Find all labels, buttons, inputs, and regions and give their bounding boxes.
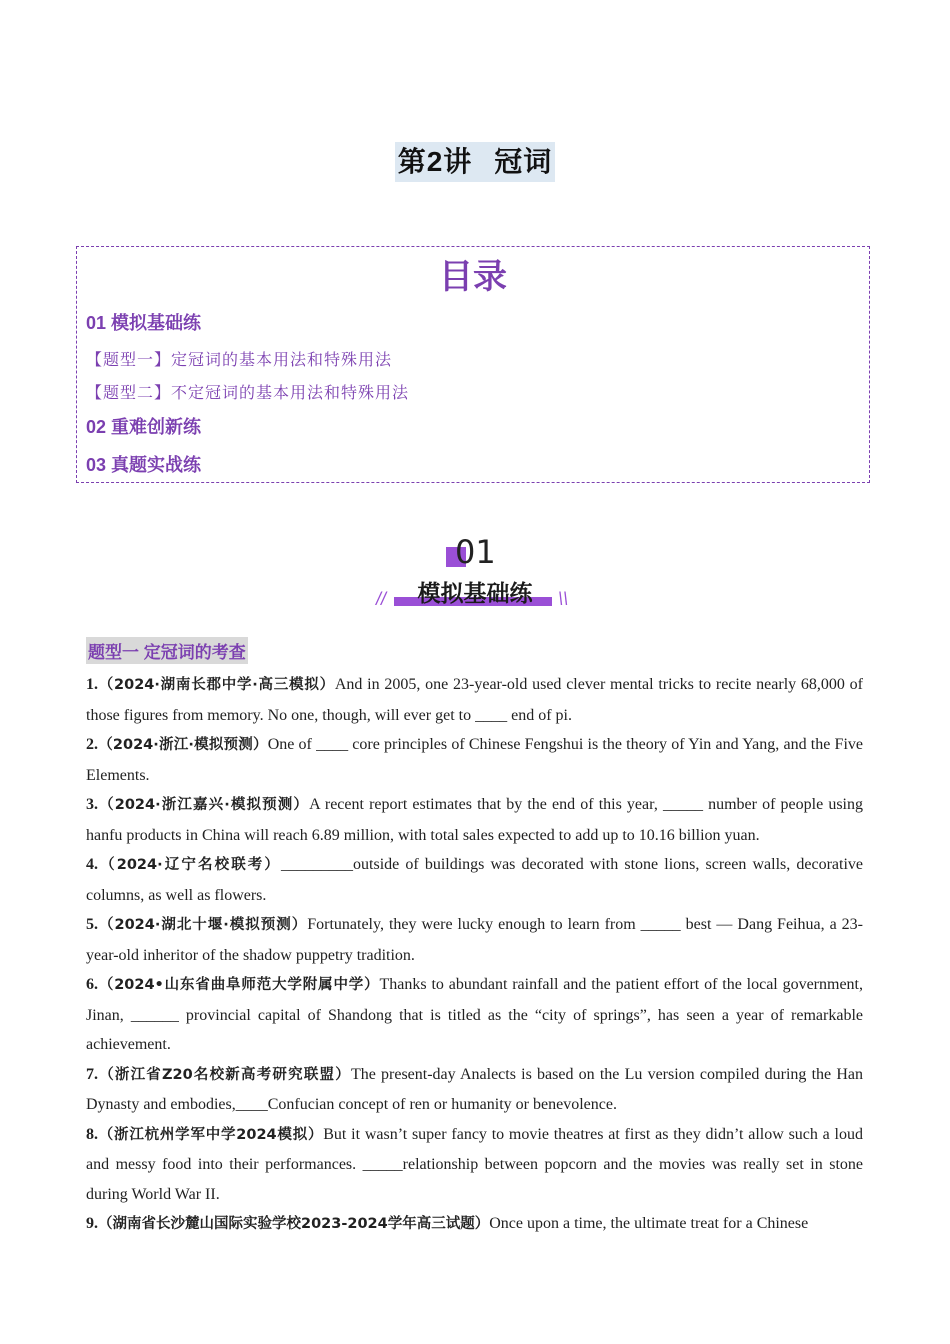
question-item: 4.（2024·辽宁名校联考）_________outside of buildings was decorated with stone lions, screen walls, decorative columns, as well as flowers. bbox=[86, 856, 863, 904]
question-source: （2024·湖北十堰·模拟预测） bbox=[98, 917, 308, 933]
question-item: 3.（2024·浙江嘉兴·模拟预测）A recent report estimates that by the end of this year, _____ number of people using hanfu products in China will reach 6.89 million, with total sales expected to add up to 10.16 billion yuan. bbox=[86, 796, 863, 844]
question-source: （浙江杭州学军中学2024模拟） bbox=[98, 1126, 324, 1143]
toc-item-real-exam[interactable]: 03 真题实战练 bbox=[86, 455, 202, 475]
question-list bbox=[86, 670, 863, 1240]
title-lecture: 第2讲 bbox=[397, 146, 473, 177]
toc-item-type-two[interactable]: 【题型二】不定冠词的基本用法和特殊用法 bbox=[86, 383, 410, 402]
right-slash-decoration: \\ bbox=[558, 589, 569, 609]
question-text: A recent report estimates that by the end of this year, _____ number of people using hanfu products in China will reach 6.89 million, with total sales expected to add up to 10.16 billion yuan. bbox=[86, 796, 863, 844]
question-item: 9.（湖南省长沙麓山国际实验学校2023-2024学年高三试题）Once upon a time, the ultimate treat for a Chinese bbox=[86, 1215, 809, 1232]
question-source: （浙江省Z20名校新高考研究联盟） bbox=[98, 1066, 351, 1083]
question-item: 7.（浙江省Z20名校新高考研究联盟）The present-day Analects is based on the Lu version compiled during the Han Dynasty and embodies,____Confucian concept of ren or humanity or benevolence. bbox=[86, 1065, 864, 1113]
toc-heading: 目录 bbox=[439, 258, 507, 296]
question-source: （2024•山东省曲阜师范大学附属中学） bbox=[98, 977, 380, 993]
left-slash-decoration: // bbox=[376, 589, 387, 609]
question-item: 6.（2024•山东省曲阜师范大学附属中学）Thanks to abundant rainfall and the patient effort of the local government, Jinan, ______ provincial capital of Shandong that is titled as the “city of springs”, has seen a year of remarkable achievement. bbox=[86, 976, 864, 1053]
question-text: And in 2005, one 23-year-old used clever mental tricks to recite nearly 68,000 of those figures from memory. No one, though, will ever get to ____ end of pi. bbox=[86, 676, 863, 724]
question-source: （2024·浙江嘉兴·模拟预测） bbox=[98, 797, 310, 813]
question-text: Thanks to abundant rainfall and the patient effort of the local government, Jinan, ______ provincial capital of Shandong that is titled as the “city of springs”, has seen a year of remarkable achievement. bbox=[86, 976, 864, 1053]
question-item: 8.（浙江杭州学军中学2024模拟）But it wasn’t super fancy to movie theatres at first as they didn’t allow such a loud and messy food into their performances. _____relationship between popcorn and the movies was really set in stone during World War II. bbox=[86, 1125, 863, 1203]
page-title-wrap bbox=[0, 142, 950, 182]
section-number: 01 bbox=[455, 533, 496, 571]
question-item: 5.（2024·湖北十堰·模拟预测）Fortunately, they were lucky enough to learn from _____ best — Dang Feihua, a 23-year-old inheritor of the shadow puppetry tradition. bbox=[86, 916, 864, 964]
question-source: （2024·湖南长郡中学·高三模拟） bbox=[98, 677, 335, 693]
toc-item-basic-practice[interactable]: 01 模拟基础练 bbox=[86, 313, 202, 333]
question-source: （湖南省长沙麓山国际实验学校2023-2024学年高三试题） bbox=[98, 1216, 490, 1232]
section-banner bbox=[0, 533, 950, 613]
question-text: But it wasn’t super fancy to movie theatres at first as they didn’t allow such a loud and messy food into their performances. _____relationship between popcorn and the movies was really set in stone during World War II. bbox=[86, 1125, 863, 1203]
question-source: （2024·浙江·模拟预测） bbox=[98, 737, 268, 753]
question-text: Once upon a time, the ultimate treat for a Chinese bbox=[489, 1215, 809, 1232]
question-text: The present-day Analects is based on the Lu version compiled during the Han Dynasty and embodies,____Confucian concept of ren or humanity or benevolence. bbox=[86, 1065, 864, 1113]
question-item: 1.（2024·湖南长郡中学·高三模拟）And in 2005, one 23-year-old used clever mental tricks to recite nearly 68,000 of those figures from memory. No one, though, will ever get to ____ end of pi. bbox=[86, 676, 863, 724]
table-of-contents bbox=[76, 246, 870, 483]
question-text: Fortunately, they were lucky enough to learn from _____ best — Dang Feihua, a 23-year-old inheritor of the shadow puppetry tradition. bbox=[86, 916, 864, 964]
question-source: （2024·辽宁名校联考） bbox=[98, 857, 282, 873]
toc-item-advanced-practice[interactable]: 02 重难创新练 bbox=[86, 417, 202, 437]
page-title bbox=[395, 142, 556, 182]
question-type-label: 题型一 定冠词的考查 bbox=[86, 637, 248, 664]
title-topic: 冠词 bbox=[494, 146, 553, 177]
question-item: 2.（2024·浙江·模拟预测）One of ____ core principles of Chinese Fengshui is the theory of Yin and Yang, and the Five Elements. bbox=[86, 736, 864, 784]
question-text: One of ____ core principles of Chinese Fengshui is the theory of Yin and Yang, and the Five Elements. bbox=[86, 736, 864, 784]
toc-item-type-one[interactable]: 【题型一】定冠词的基本用法和特殊用法 bbox=[86, 350, 393, 369]
question-text: _________outside of buildings was decorated with stone lions, screen walls, decorative columns, as well as flowers. bbox=[86, 856, 863, 904]
section-title: 模拟基础练 bbox=[417, 580, 533, 606]
